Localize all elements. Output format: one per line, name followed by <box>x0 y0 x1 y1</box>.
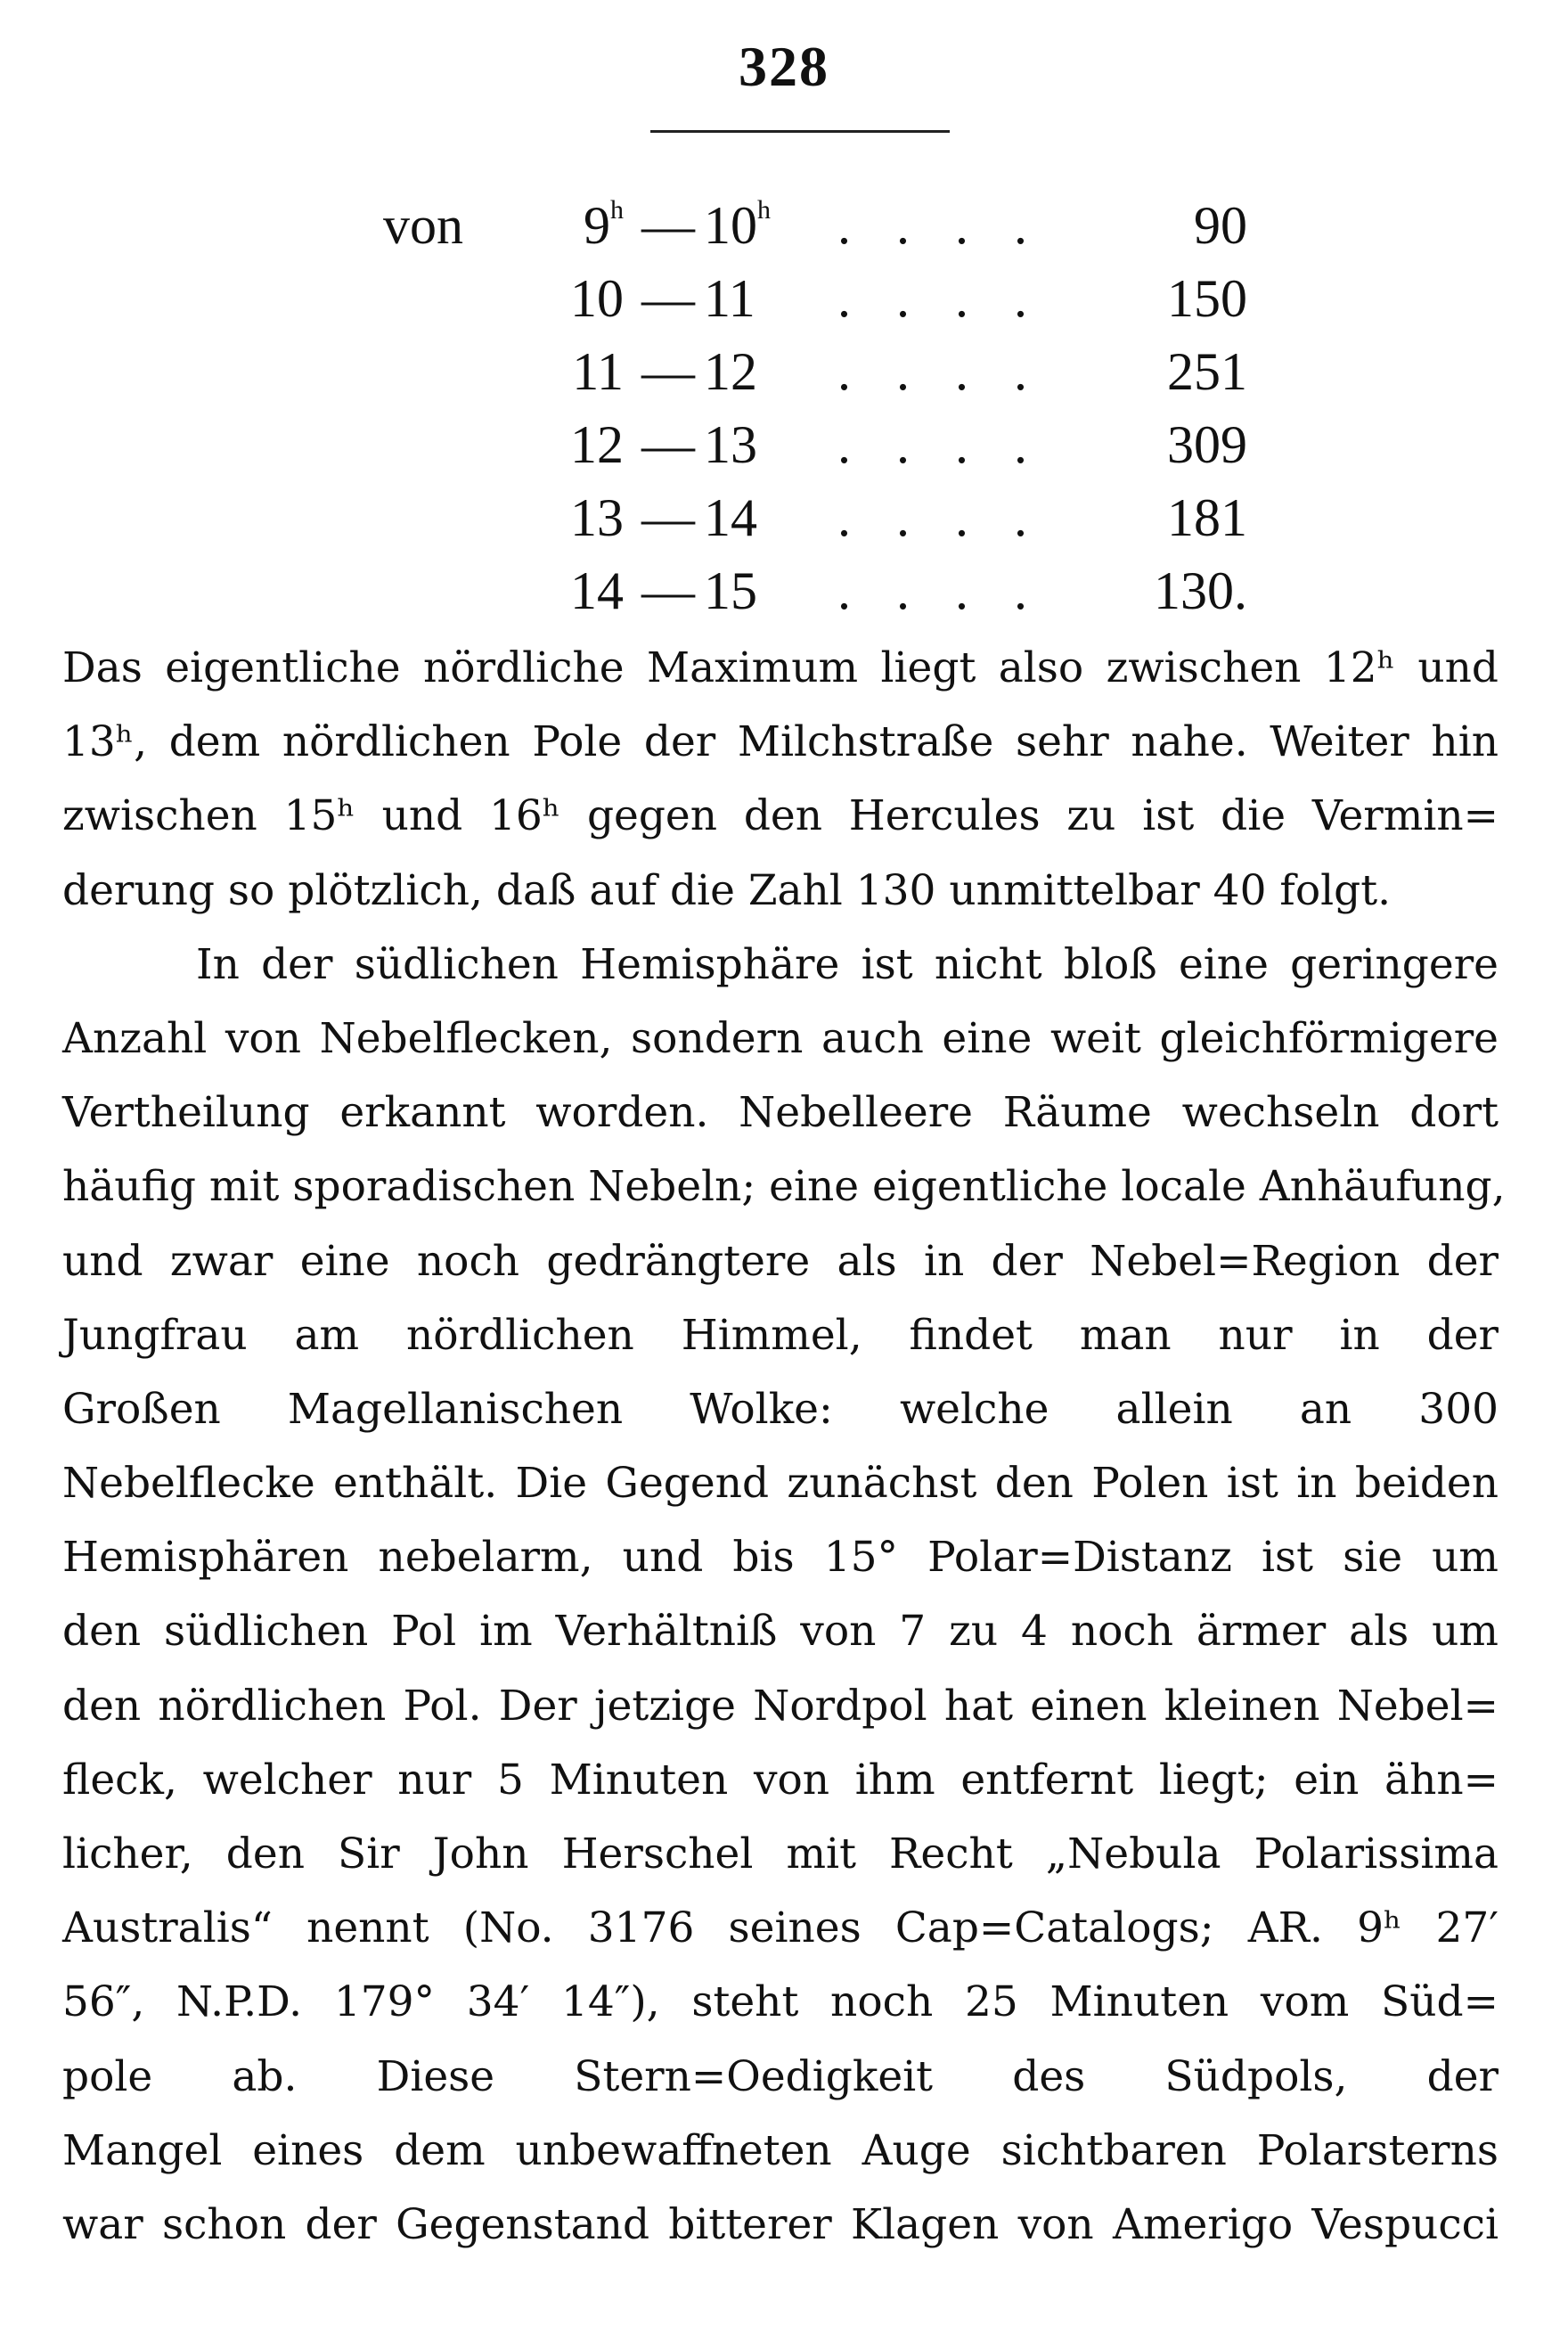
table-row <box>374 408 1247 481</box>
table-row <box>374 189 1247 262</box>
table-row <box>374 335 1247 408</box>
hour-count-table <box>374 189 1247 627</box>
text-line: fleck, welcher nur 5 Minuten von ihm entfernt liegt; ein ähn= <box>62 1755 1499 1805</box>
text-line: Jungfrau am nördlichen Himmel, findet man nur in der <box>62 1310 1499 1360</box>
nebula-count: 181 <box>1167 488 1247 547</box>
leader-dots: . . . . <box>837 342 1043 401</box>
hour-from: 10 <box>570 269 624 328</box>
range-dash: — <box>641 488 695 547</box>
text-line: 13ʰ, dem nördlichen Pole der Milchstraße sehr nahe. Weiter hin <box>62 717 1499 767</box>
table-row <box>374 554 1247 627</box>
text-line: den nördlichen Pol. Der jetzige Nordpol hat einen kleinen Nebel= <box>62 1681 1499 1731</box>
nebula-count: 130. <box>1154 561 1247 620</box>
leader-dots: . . . . <box>837 269 1043 328</box>
hour-from: 13 <box>570 488 624 547</box>
row-prefix: von <box>383 196 463 255</box>
hour-to: 12 <box>704 342 757 401</box>
hour-from: 11 <box>572 342 624 401</box>
page-number: 328 <box>739 35 829 98</box>
text-line: Mangel eines dem unbewaffneten Auge sichtbaren Polarsterns <box>62 2125 1499 2175</box>
text-line: war schon der Gegenstand bitterer Klagen von Amerigo Vespucci <box>62 2199 1499 2249</box>
hour-from: 14 <box>570 561 624 620</box>
range-dash: — <box>641 196 695 255</box>
text-line: derung so plötzlich, daß auf die Zahl 130 unmittelbar 40 folgt. <box>62 865 1392 915</box>
range-dash: — <box>641 415 695 474</box>
text-line: den südlichen Pol im Verhältniß von 7 zu 4 noch ärmer als um <box>62 1607 1499 1657</box>
nebula-count: 150 <box>1167 269 1247 328</box>
hour-from: 9$^h$ <box>584 195 624 255</box>
text-line: licher, den Sir John Herschel mit Recht „Nebula Polarissima <box>62 1829 1499 1878</box>
leader-dots: . . . . <box>837 488 1043 547</box>
hour-to: 10$^h$ <box>704 195 771 255</box>
text-line: Nebelflecke enthält. Die Gegend zunächst den Polen ist in beiden <box>62 1459 1499 1509</box>
table-row <box>374 262 1247 335</box>
nebula-count: 90 <box>1194 196 1247 255</box>
paragraph-start-line: In der südlichen Hemisphäre ist nicht bloß eine geringere <box>196 939 1499 989</box>
text-line: zwischen 15ʰ und 16ʰ gegen den Hercules zu ist die Vermin= <box>62 791 1499 841</box>
text-line: und zwar eine noch gedrängtere als in der Nebel=Region der <box>62 1236 1499 1286</box>
text-line: Vertheilung erkannt worden. Nebelleere Räume wechseln dort <box>62 1088 1499 1138</box>
range-dash: — <box>641 269 695 328</box>
range-dash: — <box>641 561 695 620</box>
text-line: Australis“ nennt (No. 3176 seines Cap=Catalogs; AR. 9ʰ 27′ <box>62 1903 1499 1953</box>
text-line: pole ab. Diese Stern=Oedigkeit des Südpols, der <box>62 2051 1499 2101</box>
range-dash: — <box>641 342 695 401</box>
hour-to: 14 <box>704 488 757 547</box>
hour-to: 11 <box>704 269 755 328</box>
body-text <box>62 631 1506 2262</box>
nebula-count: 251 <box>1167 342 1247 401</box>
text-line: Das eigentliche nördliche Maximum liegt also zwischen 12ʰ und <box>62 643 1499 692</box>
table-row <box>374 481 1247 554</box>
leader-dots: . . . . <box>837 196 1043 255</box>
header-rule <box>650 130 950 133</box>
nebula-count: 309 <box>1167 415 1247 474</box>
text-line: Großen Magellanischen Wolke: welche allein an 300 <box>62 1384 1499 1434</box>
text-line: 56″, N.P.D. 179° 34′ 14″), steht noch 25 Minuten vom Süd= <box>62 1977 1499 2027</box>
text-line: Anzahl von Nebelflecken, sondern auch eine weit gleichförmigere <box>62 1013 1499 1063</box>
text-line: Hemisphären nebelarm, und bis 15° Polar=Distanz ist sie um <box>62 1533 1499 1583</box>
leader-dots: . . . . <box>837 561 1043 620</box>
leader-dots: . . . . <box>837 415 1043 474</box>
hour-to: 13 <box>704 415 757 474</box>
hour-from: 12 <box>570 415 624 474</box>
text-line: häufig mit sporadischen Nebeln; eine eigentliche locale Anhäufung, <box>62 1162 1506 1212</box>
hour-to: 15 <box>704 561 757 620</box>
